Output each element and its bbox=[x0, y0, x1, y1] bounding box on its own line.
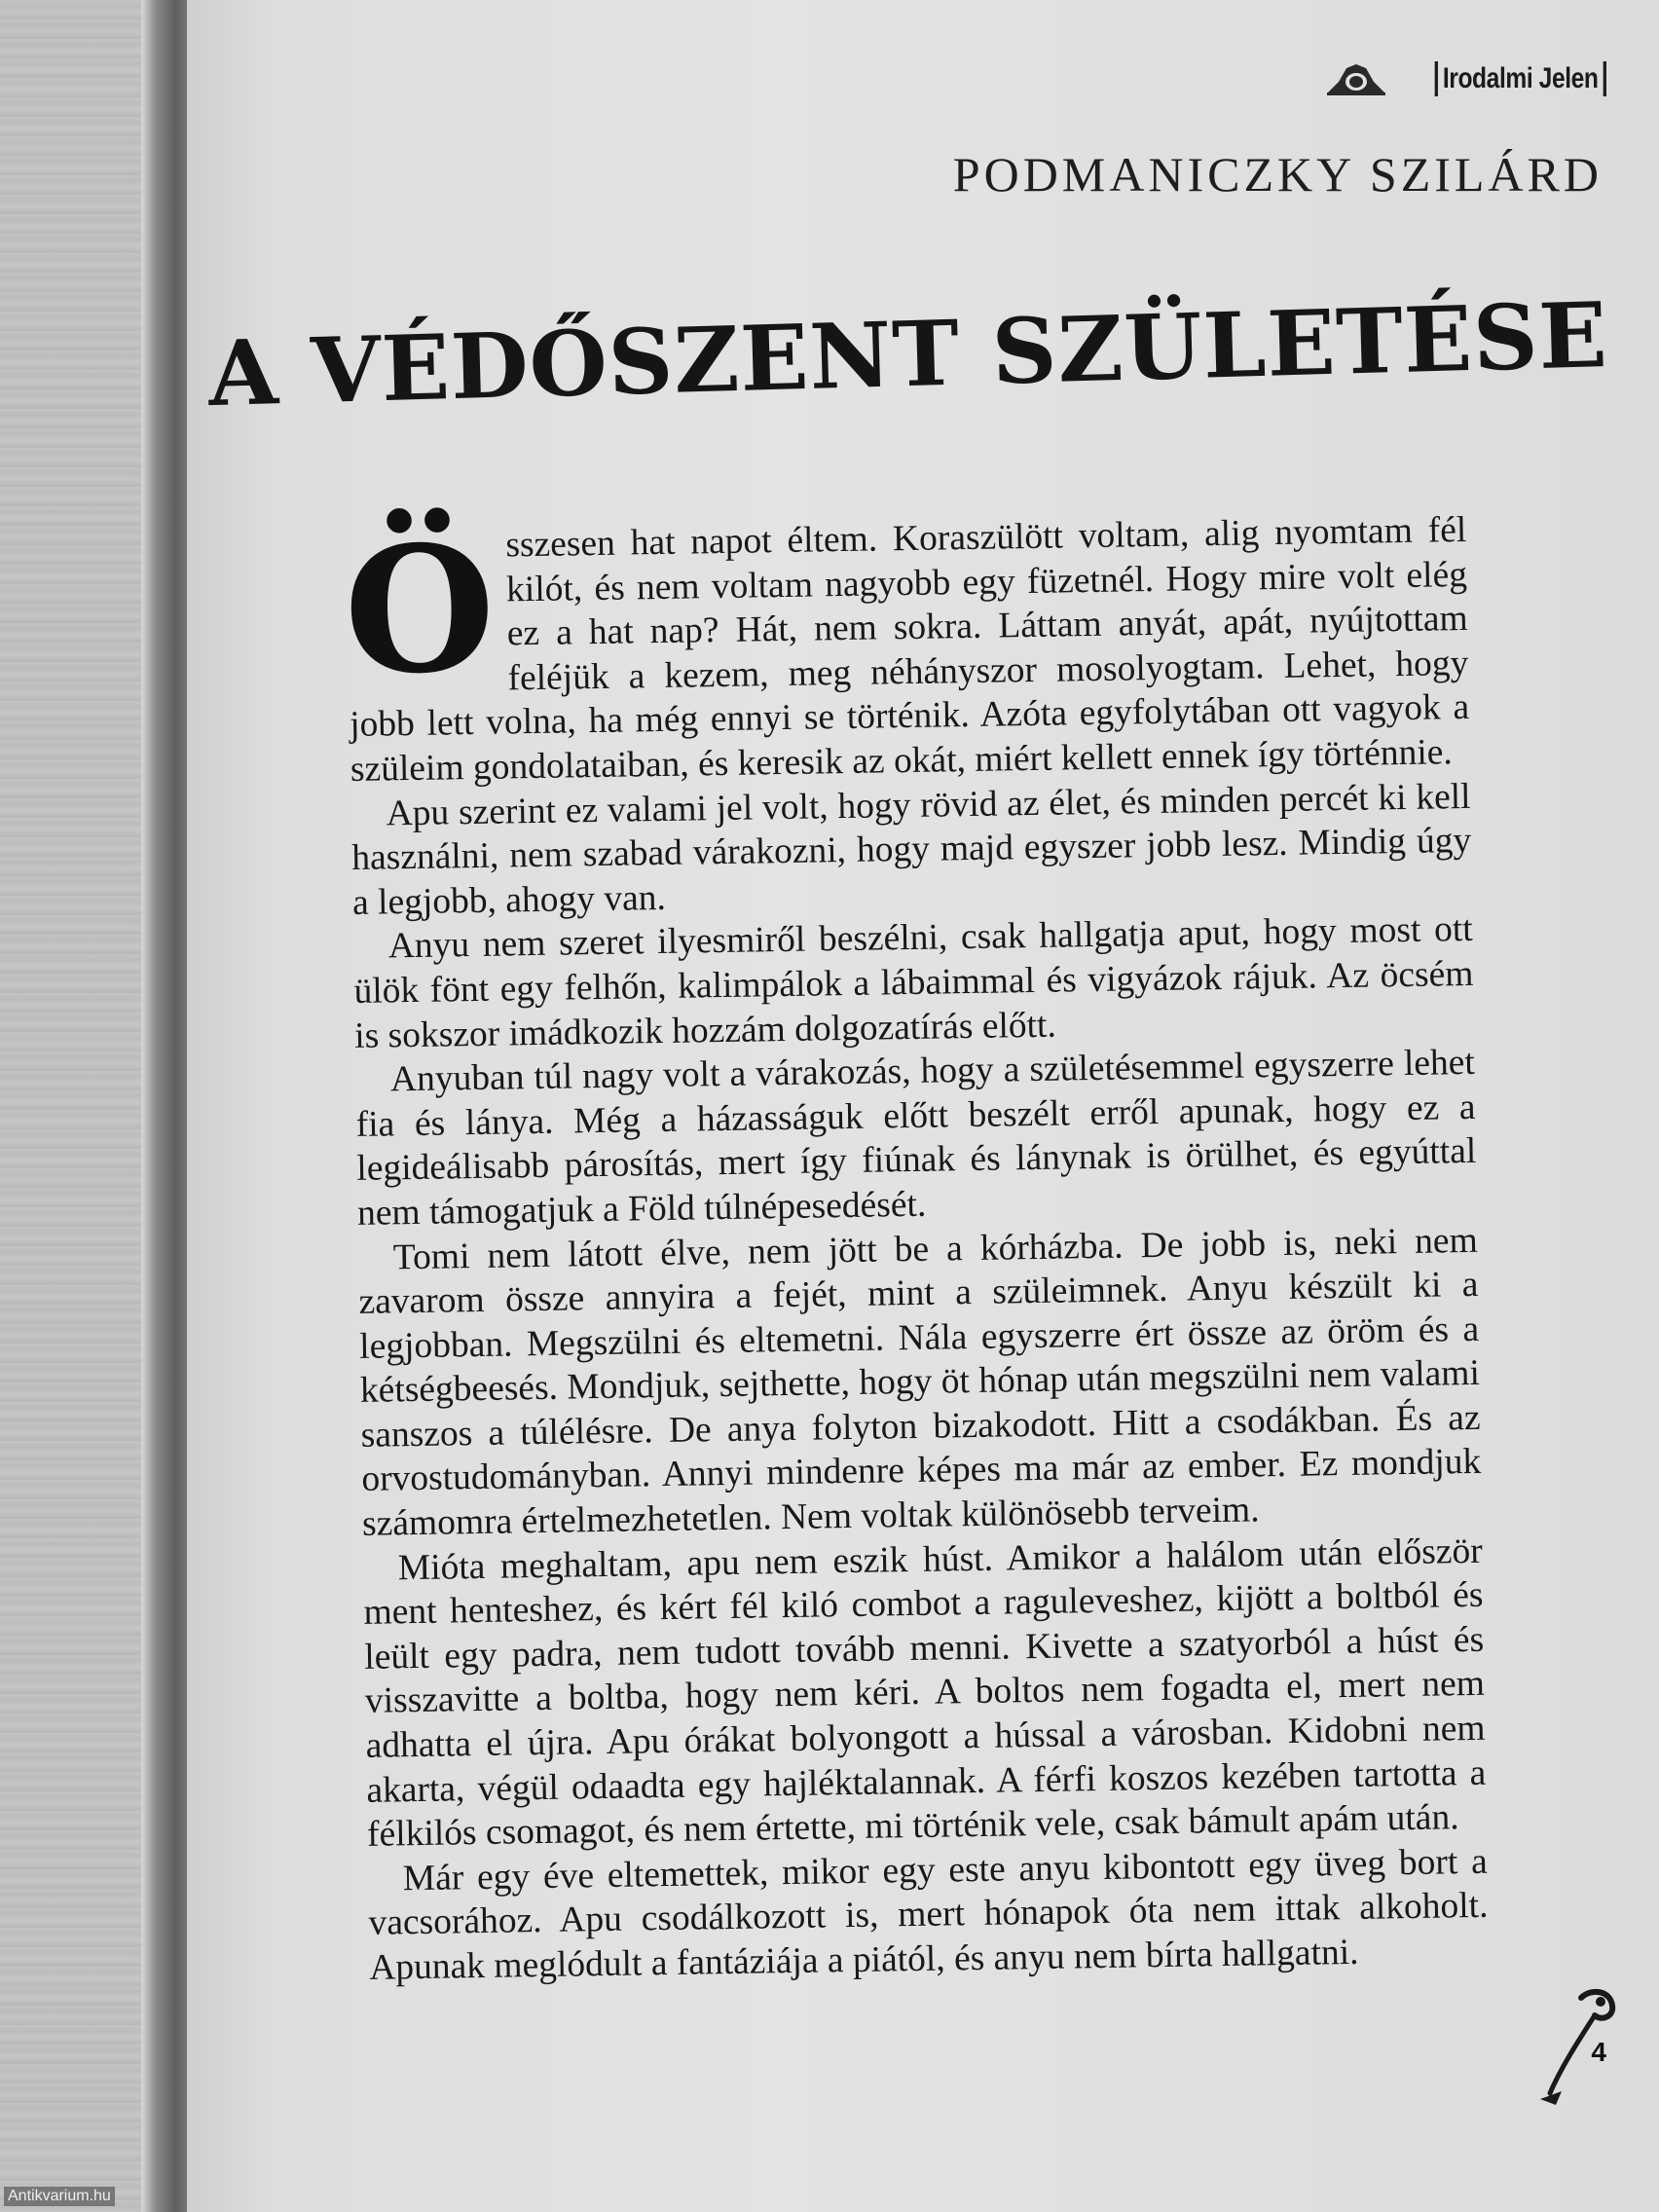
paragraph: Már egy éve eltemettek, mikor egy este anyu kibontott egy üveg bort a vacsorához. Apu csodálkozott is, mert hónapok óta nem ittak alkoholt. Apunak meglódult a fantáziája a piától, és anyu nem bírta hallgatni. bbox=[368, 1841, 1489, 1988]
paragraph-text: sszesen hat napot éltem. Koraszülött voltam, alig nyomtam fél kilót, és nem voltam nagyobb egy füzetnél. Hogy mire volt elég ez a hat nap? Hát, nem sokra. Láttam anyát, apát, nyújtottam feléjük a kezem, meg néhányszor mosolyogtam. Lehet, hogy jobb lett volna, ha még ennyi se történik. Azóta egyfolytában ott vagyok a szüleim gondolataiban, és keresik az okát, miért kellett ennek így történnie. bbox=[349, 509, 1470, 790]
journal-name: Irodalmi Jelen bbox=[1435, 61, 1606, 96]
article-body bbox=[342, 506, 1489, 1990]
paragraph: Anyu nem szeret ilyesmiről beszélni, csak hallgatja aput, hogy most ott ülök fönt egy felhőn, kalimpálok a lábaimmal és vigyázok rájuk. Az öcsém is sokszor imádkozik hozzám dolgozatírás előtt. bbox=[353, 909, 1474, 1056]
book-spine-edge bbox=[141, 0, 190, 2212]
journal-header bbox=[1325, 60, 1606, 97]
background-surface bbox=[0, 0, 156, 2212]
paragraph bbox=[342, 506, 1470, 793]
journal-logo-icon bbox=[1325, 60, 1387, 97]
paragraph: Anyuban túl nagy volt a várakozás, hogy a születésemmel egyszerre lehet fia és lánya. Még a házasságuk előtt beszélt erről apunak, hogy ez a legideálisabb párosítás, mert így fiúnak és lánynak is örülhet, és egyúttal nem támogatjuk a Föld túlnépesedését. bbox=[355, 1042, 1477, 1234]
drop-cap: Ö bbox=[342, 506, 498, 714]
page-ornament-icon bbox=[1523, 1978, 1630, 2115]
author-name: PODMANICZKY SZILÁRD bbox=[952, 147, 1603, 202]
paragraph: Mióta meghaltam, apu nem eszik húst. Amikor a halálom után először ment henteshez, és kért fél kiló combot a raguleveshez, kijött a boltból és leült egy padra, nem tudott tovább menni. Kivette a szatyorból a húst és visszavitte a boltba, hogy nem kéri. A boltos nem fogadta el, mert nem adhatta el újra. Apu órákat bolyongott a hússal a városban. Kidobni nem akarta, végül odaadta egy hajléktalannak. A férfi koszos kezében tartotta a félkilós csomagot, és nem értette, mi történik vele, csak bámult apám után. bbox=[363, 1530, 1487, 1856]
paragraph: Apu szerint ez valami jel volt, hogy rövid az élet, és minden percét ki kell használni, nem szabad várakozni, hogy majd egyszer jobb lesz. Mindig úgy a legjobb, ahogy van. bbox=[351, 776, 1472, 923]
watermark: Antikvarium.hu bbox=[4, 2187, 115, 2206]
page-number: 4 bbox=[1591, 2037, 1606, 2067]
article-title: A VÉDŐSZENT SZÜLETÉSE bbox=[206, 282, 1610, 427]
paragraph: Tomi nem látott élve, nem jött be a kórházba. De jobb is, neki nem zavarom össze annyira a fejét, mint a szüleimnek. Anyu készült ki a legjobban. Megszülni és eltemetni. Nála egyszerre ért össze az öröm és a kétségbeesés. Mondjuk, sejthette, hogy öt hónap után megszülni nem valami sanszos a túlélésre. De anya folyton bizakodott. Hitt a csodákban. És az orvostudományban. Annyi mindenre képes ma már az ember. Ez mondjuk számomra értelmezhetetlen. Nem voltak különösebb terveim. bbox=[358, 1220, 1482, 1544]
